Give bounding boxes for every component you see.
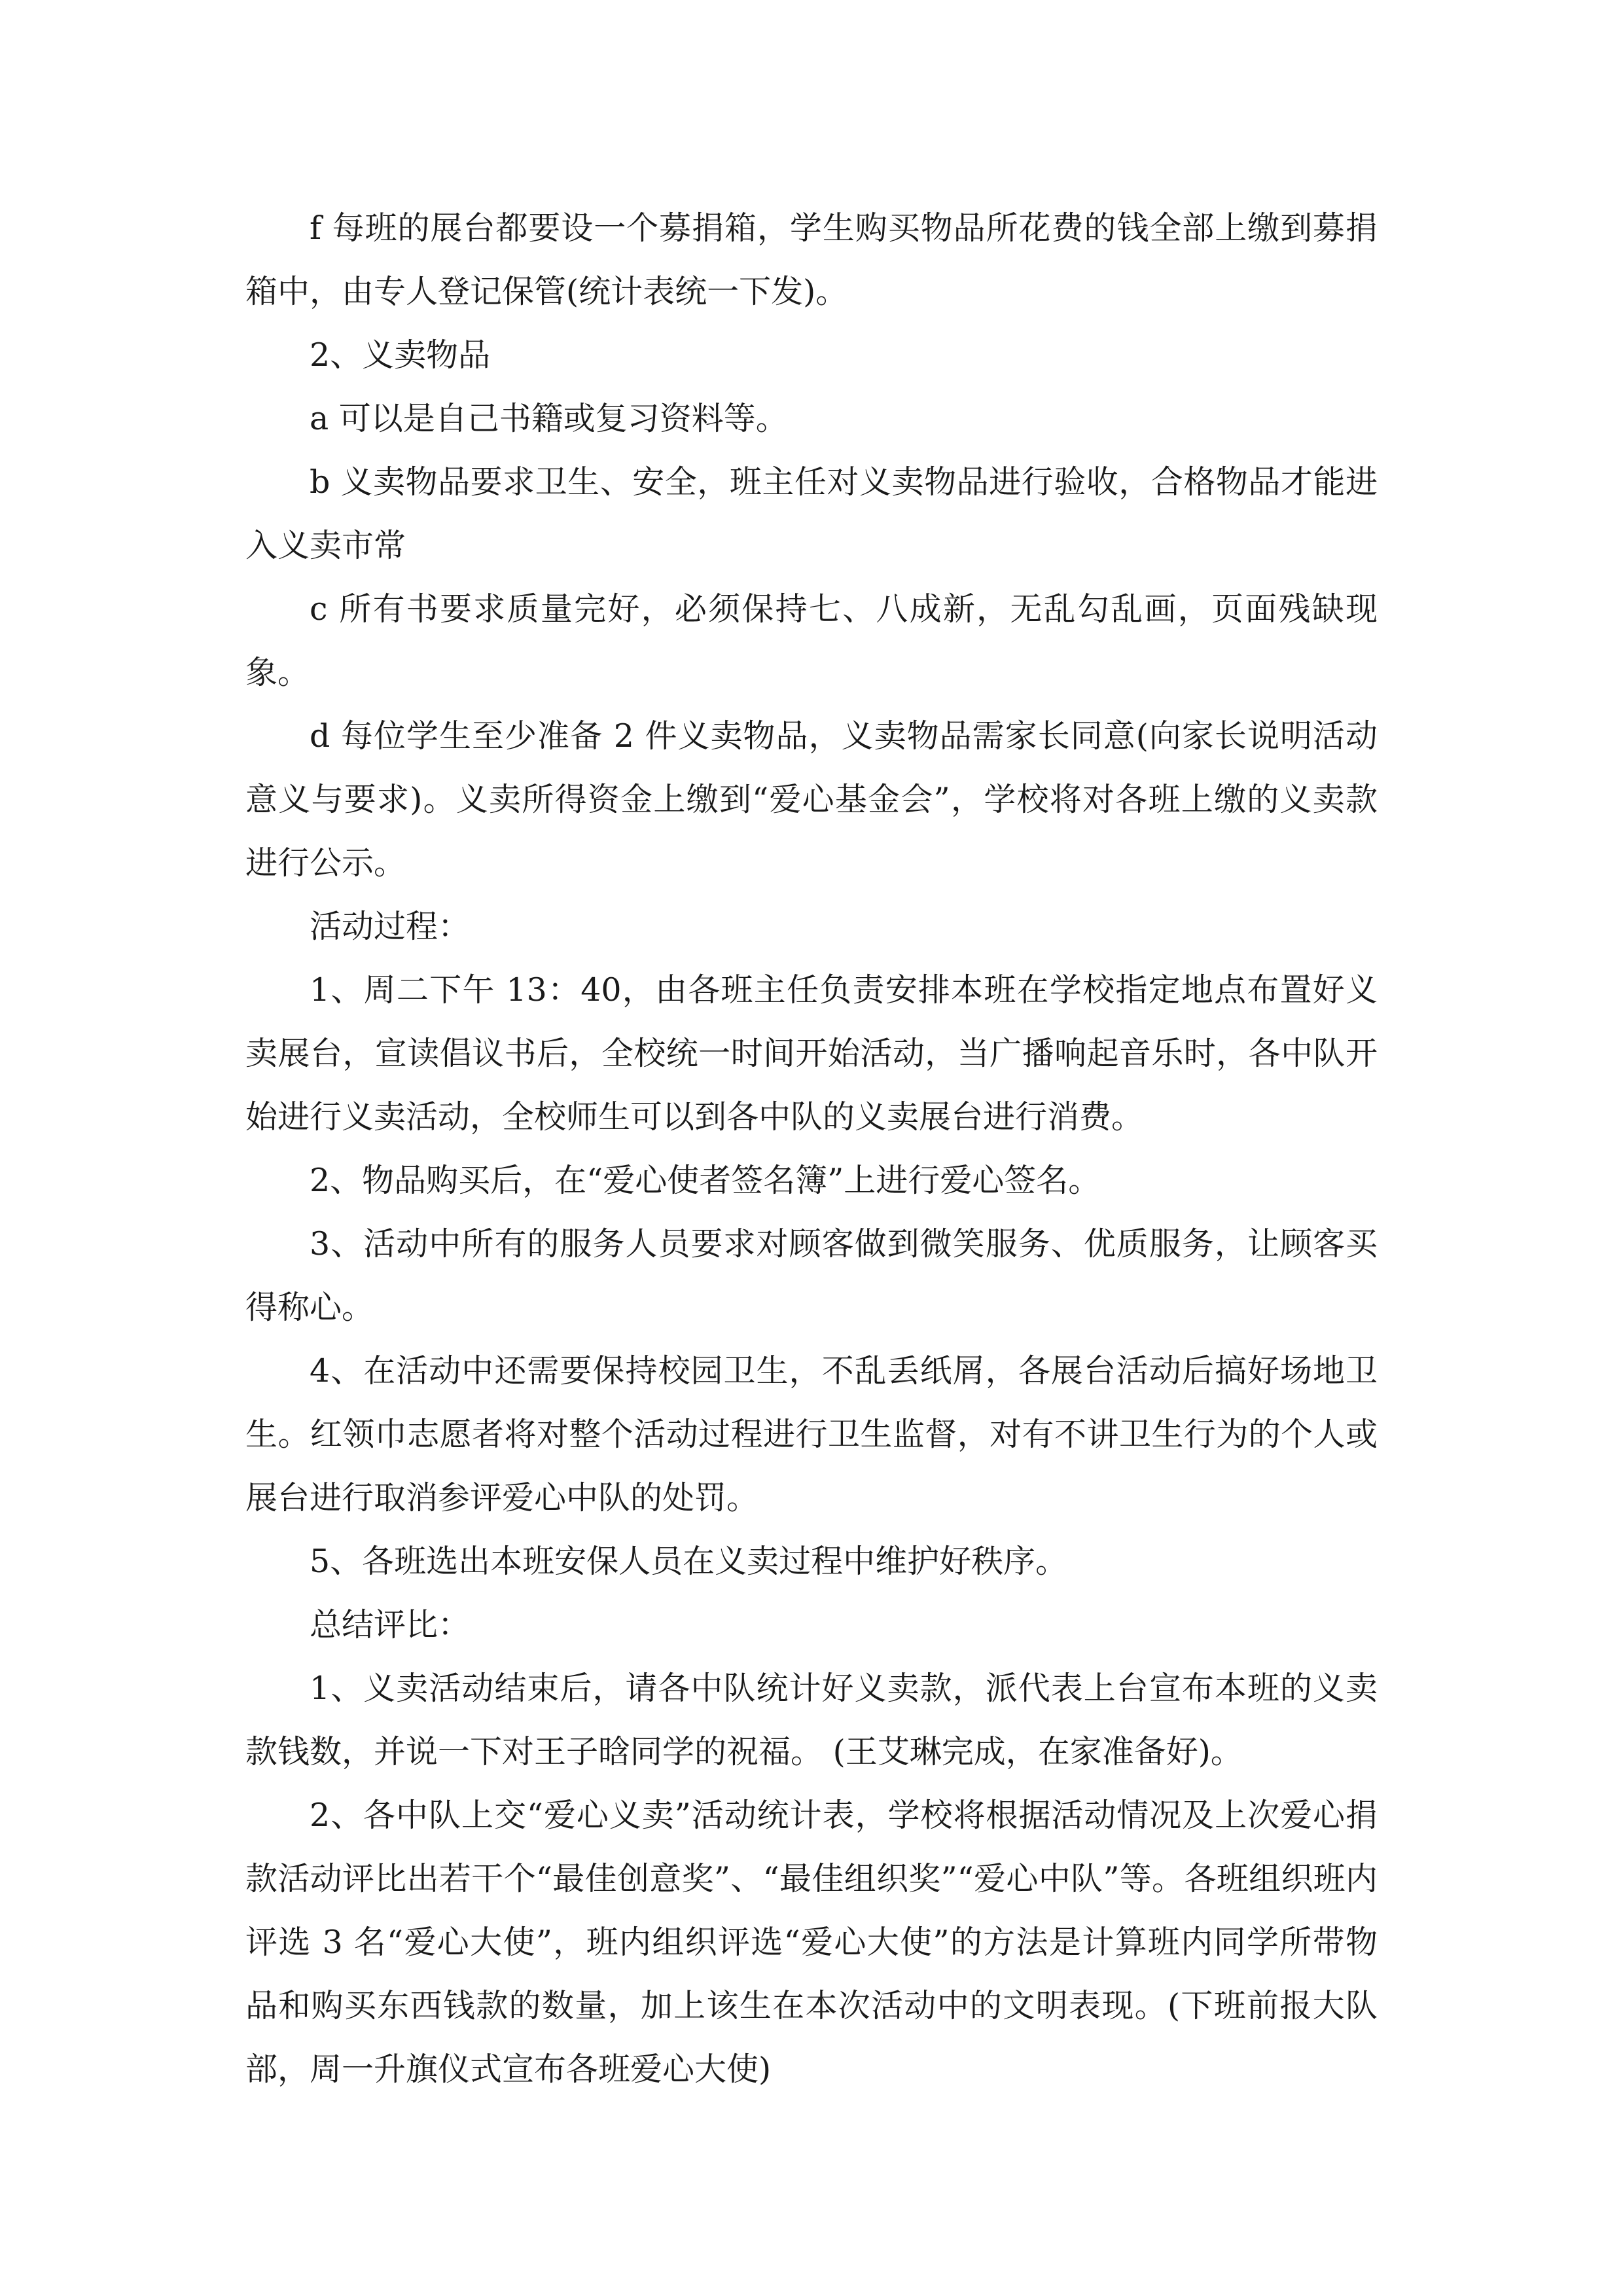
- paragraph-item-b: b 义卖物品要求卫生、安全，班主任对义卖物品进行验收，合格物品才能进入义卖市常: [245, 463, 1378, 564]
- paragraph-item-d: d 每位学生至少准备 2 件义卖物品，义卖物品需家长同意(向家长说明活动意义与要求)。义卖所得资金上缴到“爱心基金会”，学校将对各班上缴的义卖款进行公示。: [245, 717, 1378, 882]
- paragraph-process-1: 1、周二下午 13：40，由各班主任负责安排本班在学校指定地点布置好义卖展台，宣读倡议书后，全校统一时间开始活动，当广播响起音乐时，各中队开始进行义卖活动，全校师生可以到各中队的义卖展台进行消费。: [245, 971, 1378, 1136]
- paragraph-process-3: 3、活动中所有的服务人员要求对顾客做到微笑服务、优质服务，让顾客买得称心。: [245, 1225, 1378, 1326]
- paragraph-summary-2: 2、各中队上交“爱心义卖”活动统计表，学校将根据活动情况及上次爱心捐款活动评比出若干个“最佳创意奖”、“最佳组织奖”“爱心中队”等。各班组织班内评选 3 名“爱心大使”，班内组织评选“爱心大使”的方法是计算班内同学所带物品和购买东西钱款的数量，加上该生在本次活动中的文明表现。(下班前报大队部，周一升旗仪式宣布各班爱心大使): [245, 1797, 1378, 2088]
- heading-summary-evaluation: 总结评比：: [310, 1606, 471, 1643]
- paragraph-donation-box: f 每班的展台都要设一个募捐箱，学生购买物品所花费的钱全部上缴到募捐箱中，由专人登记保管(统计表统一下发)。: [245, 209, 1378, 310]
- document-body: [245, 196, 1378, 2101]
- heading-activity-process: 活动过程：: [310, 908, 471, 945]
- paragraph-item-a: a 可以是自己书籍或复习资料等。: [310, 400, 788, 437]
- heading-charity-items: 2、义卖物品: [310, 336, 491, 374]
- paragraph-item-c: c 所有书要求质量完好，必须保持七、八成新，无乱勾乱画，页面残缺现象。: [245, 590, 1378, 691]
- paragraph-process-2: 2、物品购买后，在“爱心使者签名簿”上进行爱心签名。: [310, 1162, 1101, 1199]
- paragraph-process-4: 4、在活动中还需要保持校园卫生，不乱丢纸屑，各展台活动后搞好场地卫生。红领巾志愿者将对整个活动过程进行卫生监督，对有不讲卫生行为的个人或展台进行取消参评爱心中队的处罚。: [245, 1352, 1378, 1516]
- paragraph-process-5: 5、各班选出本班安保人员在义卖过程中维护好秩序。: [310, 1543, 1068, 1580]
- paragraph-summary-1: 1、义卖活动结束后，请各中队统计好义卖款，派代表上台宣布本班的义卖款钱数，并说一下对王子晗同学的祝福。 (王艾琳完成，在家准备好)。: [245, 1670, 1378, 1770]
